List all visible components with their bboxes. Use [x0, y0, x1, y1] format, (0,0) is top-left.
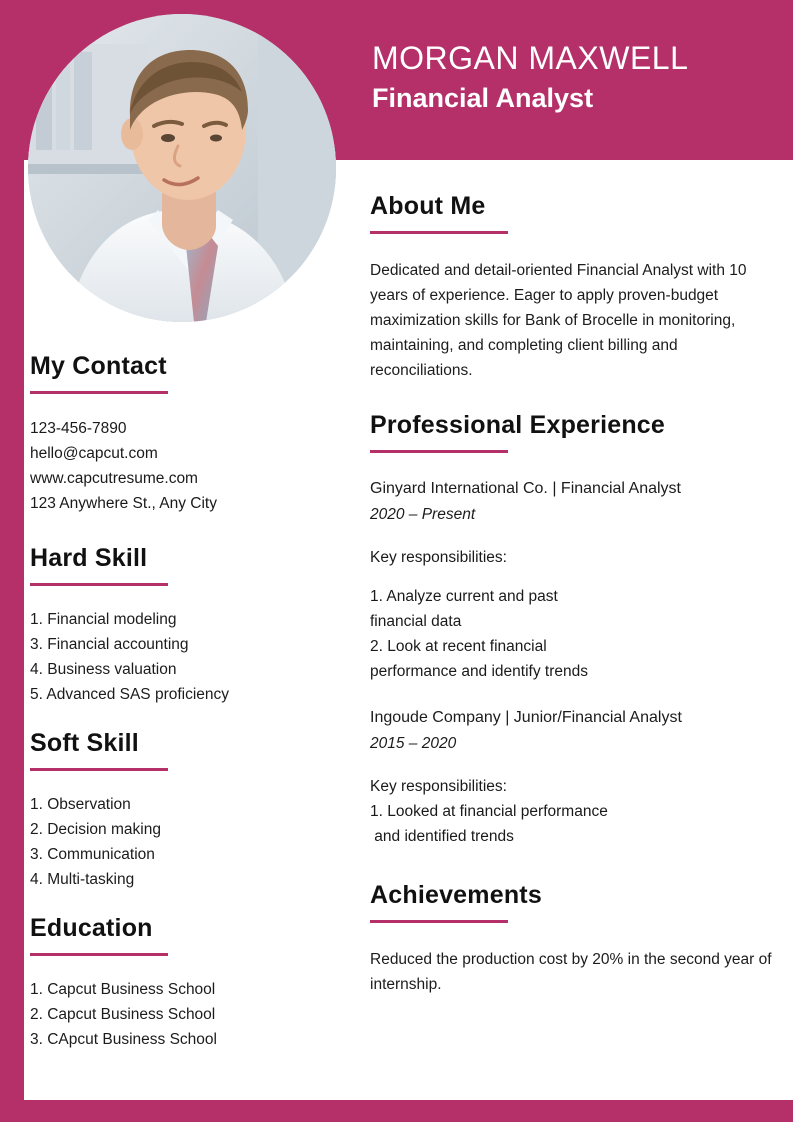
job-dates: 2015 – 2020 — [370, 735, 457, 752]
portrait-photo — [28, 14, 336, 322]
list-item: and identified trends — [370, 828, 514, 845]
list-item: 3. Financial accounting — [30, 636, 189, 653]
list-item: performance and identify trends — [370, 663, 588, 680]
experience-title: Professional Experience — [370, 411, 666, 439]
about-text: Dedicated and detail-oriented Financial Analyst with 10 years of experience. Eager to apply proven-budget maximization skills for Bank of Brocelle in monitoring, maintaining, and completing client billing and reconciliations. — [370, 262, 747, 379]
job-title: Ingoude Company | Junior/Financial Analyst — [370, 709, 682, 726]
contact-email: hello@capcut.com — [30, 445, 158, 462]
contact-website: www.capcutresume.com — [30, 470, 198, 487]
experience-section — [370, 409, 775, 849]
list-item: 1. Financial modeling — [30, 611, 177, 628]
list-item: 2. Decision making — [30, 821, 161, 838]
responsibilities-list — [370, 584, 775, 684]
experience-job — [370, 477, 775, 684]
contact-title: My Contact — [30, 352, 167, 380]
hard-skill-rule — [30, 583, 168, 586]
job-title: Ginyard International Co. | Financial Analyst — [370, 480, 681, 497]
list-item: 4. Business valuation — [30, 661, 177, 678]
candidate-name: MORGAN MAXWELL — [372, 40, 689, 76]
list-item: 1. Observation — [30, 796, 131, 813]
list-item: 1. Looked at financial performance — [370, 803, 608, 820]
responsibilities-list — [370, 799, 775, 849]
list-item: 1. Analyze current and past — [370, 588, 558, 605]
about-section — [370, 190, 775, 383]
left-column — [24, 350, 354, 1052]
header-text-group — [372, 38, 772, 116]
about-title: About Me — [370, 192, 486, 220]
list-item: 2. Capcut Business School — [30, 1006, 216, 1023]
hard-skill-title: Hard Skill — [30, 544, 148, 572]
education-title: Education — [30, 914, 153, 942]
experience-rule — [370, 450, 508, 453]
list-item: 3. Communication — [30, 846, 155, 863]
candidate-role: Financial Analyst — [372, 83, 594, 113]
bottom-accent-bar — [0, 1100, 793, 1122]
responsibilities-label: Key responsibilities: — [370, 778, 507, 795]
achievements-text: Reduced the production cost by 20% in the second year of internship. — [370, 951, 772, 993]
soft-skill-title: Soft Skill — [30, 729, 139, 757]
contact-list — [30, 416, 354, 516]
contact-phone: 123-456-7890 — [30, 420, 127, 437]
contact-address: 123 Anywhere St., Any City — [30, 495, 217, 512]
achievements-section — [370, 879, 775, 997]
left-accent-strip — [0, 0, 24, 1122]
soft-skill-list — [30, 792, 354, 892]
contact-section — [30, 350, 354, 516]
achievements-title: Achievements — [370, 881, 542, 909]
education-rule — [30, 953, 168, 956]
soft-skill-section — [30, 727, 354, 892]
education-section — [30, 912, 354, 1052]
soft-skill-rule — [30, 768, 168, 771]
about-rule — [370, 231, 508, 234]
education-list — [30, 977, 354, 1052]
list-item: financial data — [370, 613, 462, 630]
contact-rule — [30, 391, 168, 394]
list-item: 4. Multi-tasking — [30, 871, 135, 888]
list-item: 2. Look at recent financial — [370, 638, 547, 655]
list-item: 5. Advanced SAS proficiency — [30, 686, 230, 703]
hard-skill-section — [30, 542, 354, 707]
job-dates: 2020 – Present — [370, 506, 476, 523]
list-item: 1. Capcut Business School — [30, 981, 216, 998]
responsibilities-label: Key responsibilities: — [370, 549, 507, 566]
achievements-rule — [370, 920, 508, 923]
hard-skill-list — [30, 607, 354, 707]
experience-job — [370, 706, 775, 849]
right-column — [370, 190, 775, 997]
list-item: 3. CApcut Business School — [30, 1031, 217, 1048]
